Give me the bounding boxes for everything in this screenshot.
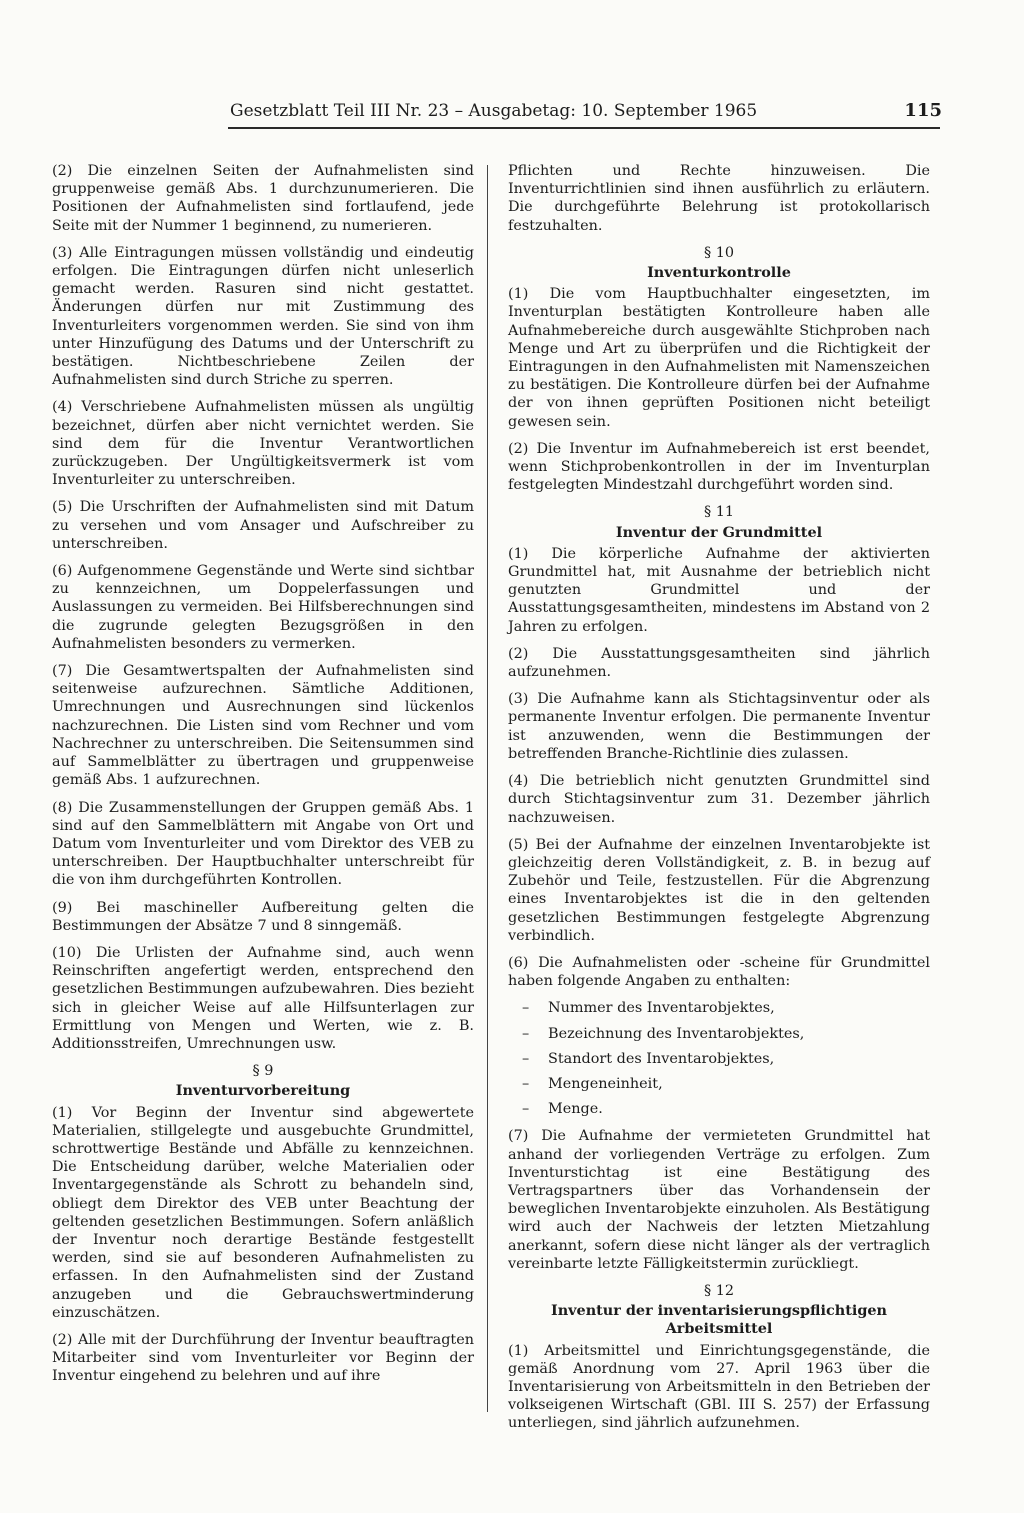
section-title: Inventurkontrolle: [647, 264, 791, 282]
right-column: [508, 162, 930, 1442]
dash-bullet: –: [522, 1101, 530, 1118]
list-item-text: Mengeneinheit,: [548, 1075, 663, 1092]
paragraph: (5) Bei der Aufnahme der einzelnen Inventarobjekte ist gleichzeitig deren Vollständigkeit, z. B. in bezug auf Zubehör und Teile, festzustellen. Für die Abgrenzung eines Inventarobjektes ist die in den geltenden gesetzlichen Bestimmungen festgelegte Abgrenzung verbindlich.: [508, 836, 930, 944]
column-divider: [487, 165, 488, 1412]
paragraph: (6) Die Aufnahmelisten oder -scheine für Grundmittel haben folgende Angaben zu enthalten:: [508, 954, 930, 990]
page-number: 115: [904, 100, 942, 121]
list-item: [522, 1075, 930, 1093]
paragraph: (7) Die Aufnahme der vermieteten Grundmittel hat anhand der vorliegenden Verträge zu erfolgen. Zum Inventurstichtag ist eine Bestätigung des Vertragspartners über das Vorhandensein der beweglichen Inventarobjekte einzuholen. Als Bestätigung wird auch der Nachweis der letzten Mietzahlung anerkannt, sofern diese nicht länger als der vertraglich vereinbarte letzte Fälligkeitstermin zurückliegt.: [508, 1128, 930, 1272]
paragraph: (3) Alle Eintragungen müssen vollständig und eindeutig erfolgen. Die Eintragungen dürfen nicht unleserlich gemacht werden. Rasuren sind nicht gestattet. Änderungen dürfen nur mit Zustimmung des Inventurleiters vorgenommen werden. Sie sind von ihm unter Hinzufügung des Datums und der Unterschrift zu bestätigen. Nichtbeschriebene Zeilen der Aufnahmelisten sind durch Striche zu sperren.: [52, 244, 474, 389]
list-item: [522, 1100, 930, 1118]
paragraph: (10) Die Urlisten der Aufnahme sind, auch wenn Reinschriften angefertigt werden, entsprechend den gesetzlichen Bestimmungen aufzubewahren. Dies bezieht sich in gleicher Weise auf alle Hilfsunterlagen zur Ermittlung von Mengen und Werten, wie z. B. Additionsstreifen, Umrechnungen usw.: [52, 944, 474, 1052]
paragraph: Pflichten und Rechte hinzuweisen. Die Inventurrichtlinien sind ihnen ausführlich zu erläutern. Die durchgeführte Belehrung ist protokollarisch festzuhalten.: [508, 163, 930, 234]
paragraph: (2) Die Inventur im Aufnahmebereich ist erst beendet, wenn Stichprobenkontrollen in der im Inventurplan festgelegten Mindestzahl durchgeführt worden sind.: [508, 440, 930, 494]
section-number: § 10: [703, 244, 735, 261]
dash-bullet: –: [522, 1075, 530, 1092]
list-item-text: Standort des Inventarobjektes,: [548, 1050, 775, 1067]
paragraph: (3) Die Aufnahme kann als Stichtagsinventur oder als permanente Inventur erfolgen. Die permanente Inventur ist anzuwenden, wenn die Bestimmungen der betreffenden Branche-Richtlinie dies zulassen.: [508, 691, 930, 762]
list-item-text: Bezeichnung des Inventarobjektes,: [548, 1025, 805, 1042]
page-header: [230, 100, 942, 121]
paragraph: (2) Die Ausstattungsgesamtheiten sind jährlich aufzunehmen.: [508, 645, 930, 681]
dash-bullet: –: [522, 1050, 530, 1067]
dash-bullet: –: [522, 1000, 530, 1017]
paragraph: (5) Die Urschriften der Aufnahmelisten sind mit Datum zu versehen und vom Ansager und Aufschreiber zu unterschreiben.: [52, 499, 474, 552]
section-number: § 11: [703, 504, 735, 521]
paragraph: (1) Arbeitsmittel und Einrichtungsgegenstände, die gemäß Anordnung vom 27. April 1963 über die Inventarisierung von Arbeitsmitteln in den Betrieben der volkseigenen Wirtschaft (GBl. III S. 257) der Erfassung unterliegen, sind jährlich aufzunehmen.: [508, 1342, 930, 1432]
paragraph: (2) Alle mit der Durchführung der Inventur beauftragten Mitarbeiter sind vom Inventurleiter vor Beginn der Inventur eingehend zu belehren und auf ihre: [52, 1331, 474, 1385]
paragraph: (6) Aufgenommene Gegenstände und Werte sind sichtbar zu kennzeichnen, um Doppelerfassungen und Auslassungen zu vermeiden. Bei Hilfsberechnungen sind die zugrunde gelegten Bezugsgrößen in den Aufnahmelisten besonders zu vermerken.: [52, 563, 474, 652]
paragraph: (1) Die körperliche Aufnahme der aktivierten Grundmittel hat, mit Ausnahme der betrieblich nicht genutzten Grundmittel und der Ausstattungsgesamtheiten, mindestens im Abstand von 2 Jahren zu erfolgen.: [508, 545, 930, 635]
header-rule: [228, 127, 940, 129]
paragraph: (8) Die Zusammenstellungen der Gruppen gemäß Abs. 1 sind auf den Sammelblättern mit Angabe von Ort und Datum vom Inventurleiter und vom Direktor des VEB zu unterschreiben. Der Hauptbuchhalter unterschreibt für die von ihm durchgeführten Kontrollen.: [52, 799, 474, 889]
section-title: Inventurvorbereitung: [175, 1082, 351, 1100]
paragraph: (1) Die vom Hauptbuchhalter eingesetzten, im Inventurplan bestätigten Kontrolleure haben alle Aufnahmebereiche durch ausgewählte Stichproben nach Menge und Art zu überprüfen und die Richtigkeit der Eintragungen in den Aufnahmelisten mit Namenszeichen zu bestätigen. Die Kontrolleure dürfen bei der Aufnahme der von ihnen geprüften Positionen nicht beteiligt gewesen sein.: [508, 286, 930, 430]
paragraph: (7) Die Gesamtwertspalten der Aufnahmelisten sind seitenweise aufzurechnen. Sämtliche Additionen, Umrechnungen und Ausrechnungen sind lückenlos nachzurechnen. Die Listen sind vom Rechner und vom Nachrechner zu unterschreiben. Die Seitensummen sind auf Sammelblätter zu übertragen und gruppenweise gemäß Abs. 1 aufzurechnen.: [52, 663, 474, 789]
dash-list: [508, 999, 930, 1118]
paragraph: (1) Vor Beginn der Inventur sind abgewertete Materialien, stillgelegte und ausgebuchte Grundmittel, schrottwertige Bestände und Abfälle zu kennzeichnen. Die Entscheidung darüber, welche Materialien oder Inventargegenstände als Schrott zu behandeln sind, obliegt dem Direktor des VEB unter Beachtung der geltenden gesetzlichen Bestimmungen. Sofern anläßlich der Inventur noch derartige Bestände festgestellt werden, sind sie auf besonderen Aufnahmelisten zu erfassen. In den Aufnahmelisten sind der Zustand anzugeben und die Gebrauchswertminderung einzuschätzen.: [52, 1104, 474, 1321]
section-title: Inventur der Grundmittel: [615, 523, 823, 541]
paragraph: (2) Die einzelnen Seiten der Aufnahmelisten sind gruppenweise gemäß Abs. 1 durchzunumerieren. Die Positionen der Aufnahmelisten sind fortlaufend, jede Seite mit der Nummer 1 beginnend, zu numerieren.: [52, 163, 474, 234]
header-title: Gesetzblatt Teil III Nr. 23 – Ausgabetag: 10. September 1965: [230, 101, 758, 121]
paragraph: (4) Die betrieblich nicht genutzten Grundmittel sind durch Stichtagsinventur zum 31. Dezember jährlich nachzuweisen.: [508, 773, 930, 826]
list-item: [522, 1025, 930, 1043]
dash-bullet: –: [522, 1025, 530, 1042]
list-item: [522, 1050, 930, 1068]
list-item-text: Nummer des Inventarobjektes,: [548, 1000, 775, 1017]
section-title: Inventur der inventarisierungspflichtigen Arbeitsmittel: [550, 1302, 888, 1338]
section-number: § 9: [252, 1063, 274, 1080]
list-item-text: Menge.: [548, 1101, 603, 1118]
paragraph: (9) Bei maschineller Aufbereitung gelten die Bestimmungen der Absätze 7 und 8 sinngemäß.: [52, 899, 474, 934]
paragraph: (4) Verschriebene Aufnahmelisten müssen als ungültig bezeichnet, dürfen aber nicht vernichtet werden. Sie sind dem für die Inventur Verantwortlichen zurückzugeben. Der Ungültigkeitsvermerk ist vom Inventurleiter zu unterschreiben.: [52, 399, 474, 489]
section-number: § 12: [703, 1282, 735, 1299]
left-column: [52, 162, 474, 1395]
list-item: [522, 999, 930, 1017]
